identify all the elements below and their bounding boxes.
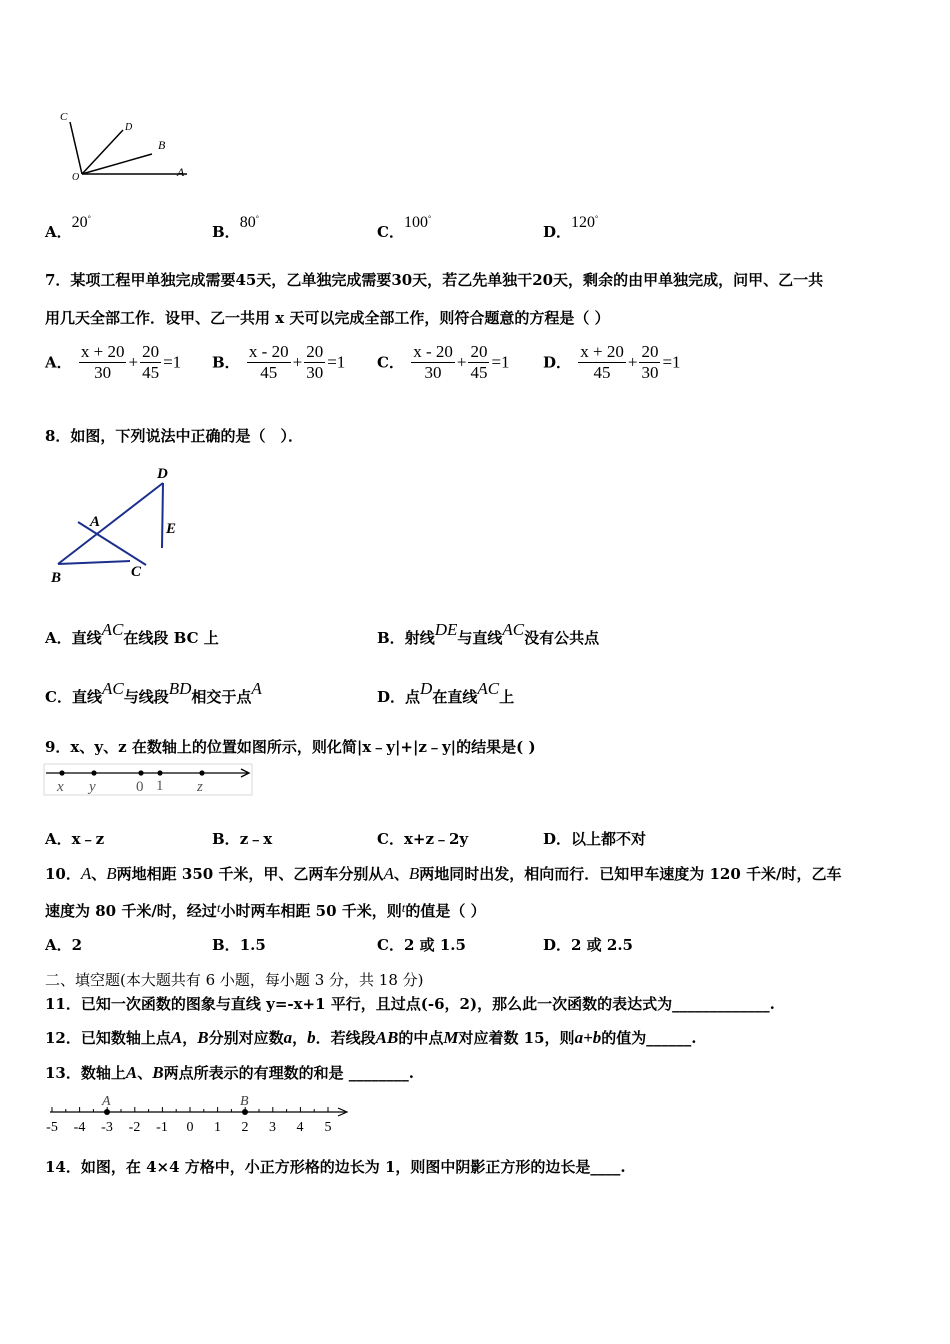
ray-oc (70, 122, 82, 174)
q12: 12．已知数轴上点A，B分别对应数a，b．若线段AB的中点M对应着数 15，则a+b的值为______. (45, 1028, 697, 1047)
point-a (104, 1109, 110, 1115)
triangle-figure (45, 460, 195, 590)
label-c: C (131, 564, 142, 580)
q7-line2: 用几天全部工作．设甲、乙一共用 x 天可以完成全部工作，则符合题意的方程是（ ） (45, 309, 610, 327)
line-ac (78, 522, 146, 565)
point-b (242, 1109, 248, 1115)
label-a: A (177, 165, 185, 179)
svg-text:-5: -5 (46, 1120, 58, 1135)
angle-figure (55, 108, 195, 188)
svg-text:3: 3 (269, 1120, 276, 1135)
label-b: B (51, 570, 62, 586)
point-y (91, 770, 96, 775)
q9-option-a[interactable]: A．x﹣z (45, 830, 105, 848)
q7-option-b[interactable]: B． $\frac{x - 20}{45}$ + $\frac{20}{30}$ =1 (212, 342, 346, 382)
q9-option-d[interactable]: D．以上都不对 (543, 830, 647, 848)
q8-option-c[interactable]: C．直线AC与线段BD相交于点A (45, 679, 262, 706)
q10-line1: 10．A、B两地相距 350 千米，甲、乙两车分别从A、B两地同时出发，相向而行．已知甲车速度为 120 千米/时，乙车 (45, 864, 842, 883)
label-o: O (72, 172, 80, 183)
point-1 (157, 770, 162, 775)
q10-option-d[interactable]: D．2 或 2.5 (543, 936, 633, 954)
point-z (199, 770, 204, 775)
q7-option-a[interactable]: A． $\frac{x + 20}{30}$ + $\frac{20}{45}$ =1 (45, 342, 182, 382)
q10-option-a[interactable]: A．2 (45, 936, 83, 954)
q8-stem: 8．如图，下列说法中正确的是（ ）． (45, 427, 303, 445)
q10-option-c[interactable]: C．2 或 1.5 (377, 936, 466, 954)
q6-option-d[interactable]: D．120° (543, 214, 599, 241)
svg-text:5: 5 (324, 1120, 332, 1135)
svg-text:-2: -2 (128, 1120, 141, 1135)
q9-option-c[interactable]: C．x+z﹣2y (377, 830, 469, 848)
q8-option-d[interactable]: D．点D在直线AC上 (377, 679, 515, 706)
q6-option-a[interactable]: A．20° (45, 214, 91, 241)
svg-text:-3: -3 (101, 1120, 113, 1135)
label-e: E (166, 521, 177, 537)
q11: 11．已知一次函数的图象与直线 y=-x+1 平行，且过点(-6，2)，那么此一次函数的表达式为_____________. (45, 995, 775, 1013)
number-line-xyz (43, 763, 258, 798)
q6-option-b[interactable]: B．80° (212, 214, 259, 241)
svg-text:-1: -1 (156, 1120, 168, 1135)
q13: 13．数轴上A、B两点所表示的有理数的和是 ________. (45, 1063, 415, 1082)
svg-text:A: A (102, 1094, 111, 1109)
point-0 (138, 770, 143, 775)
segment-bd (58, 483, 163, 564)
label-d: D (125, 122, 133, 133)
label-d: D (157, 466, 168, 482)
svg-text:y: y (89, 779, 96, 795)
svg-text:B: B (240, 1094, 249, 1109)
point-x (59, 770, 64, 775)
number-line-ab (40, 1090, 360, 1138)
svg-text:0: 0 (186, 1120, 194, 1135)
svg-text:2: 2 (241, 1120, 249, 1135)
q6-option-c[interactable]: C．100° (377, 214, 432, 241)
svg-text:x: x (57, 779, 64, 795)
label-a: A (90, 514, 101, 530)
svg-text:-4: -4 (73, 1120, 86, 1135)
ray-de (162, 483, 163, 548)
q9-option-b[interactable]: B．z﹣x (212, 830, 273, 848)
section-heading: 二、填空题(本大题共有 6 小题，每小题 3 分，共 18 分) (45, 971, 424, 989)
label-b: B (158, 138, 166, 152)
segment-bc (58, 561, 130, 564)
q8-option-a[interactable]: A．直线AC在线段 BC 上 (45, 620, 219, 647)
q7-line1: 7．某项工程甲单独完成需要45天，乙单独完成需要30天，若乙先单独干20天，剩余的由甲单独完成，问甲、乙一共 (45, 271, 824, 289)
q10-line2: 速度为 80 千米/时，经过t小时两车相距 50 千米，则t的值是（ ） (45, 900, 486, 920)
svg-text:z: z (197, 779, 203, 795)
q7-option-c[interactable]: C． $\frac{x - 20}{30}$ + $\frac{20}{45}$ =1 (377, 342, 510, 382)
q14: 14．如图，在 4×4 方格中，小正方形格的边长为 1，则图中阴影正方形的边长是____. (45, 1158, 626, 1176)
q9-stem: 9．x、y、z 在数轴上的位置如图所示，则化简|x﹣y|+|z﹣y|的结果是( ) (45, 738, 536, 756)
svg-text:4: 4 (296, 1120, 304, 1135)
svg-text:1: 1 (214, 1120, 221, 1135)
svg-text:1: 1 (156, 778, 164, 794)
svg-text:0: 0 (136, 779, 144, 795)
q8-option-b[interactable]: B．射线DE与直线AC没有公共点 (377, 620, 600, 647)
ray-ob (82, 154, 152, 174)
label-c: C (60, 111, 68, 123)
q7-option-d[interactable]: D． $\frac{x + 20}{45}$ + $\frac{20}{30}$ =1 (543, 342, 681, 382)
q10-option-b[interactable]: B．1.5 (212, 936, 266, 954)
